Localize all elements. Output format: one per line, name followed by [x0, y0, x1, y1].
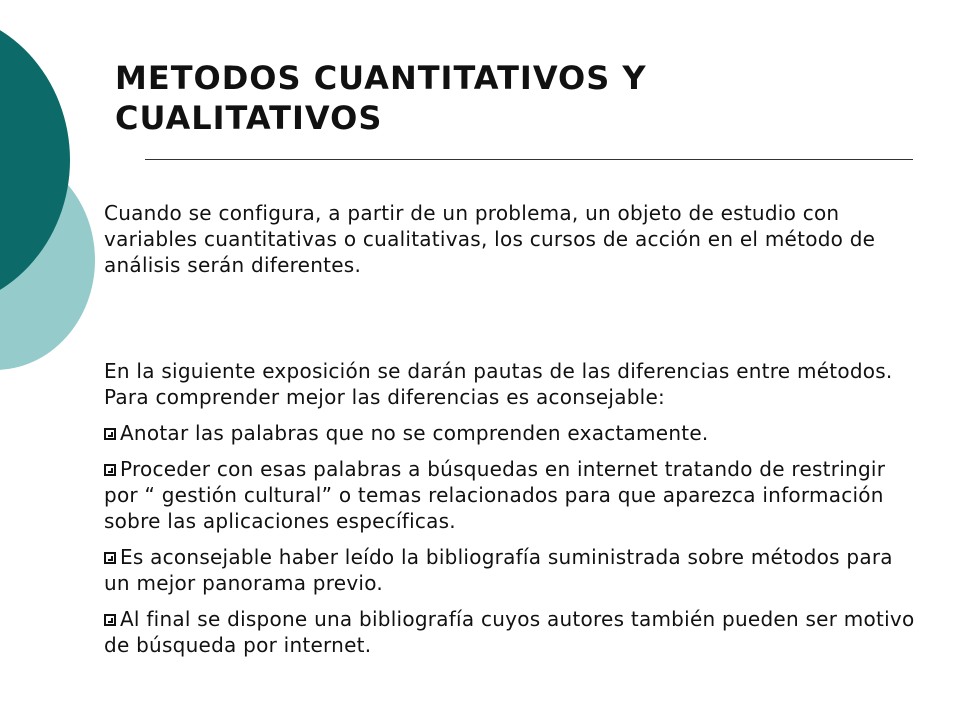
intro-paragraph: Cuando se configura, a partir de un problema, un objeto de estudio con variables cuantitativas o cualitativas, los cursos de acción en el método de análisis serán diferentes.	[104, 201, 876, 277]
bullet-text: Anotar las palabras que no se comprenden exactamente.	[120, 421, 709, 445]
checkbox-square-icon	[104, 552, 116, 564]
checkbox-square-icon	[104, 614, 116, 626]
title-line-2: CUALITATIVOS	[115, 99, 383, 137]
bullet-text: Es aconsejable haber leído la bibliografía suministrada sobre métodos para un mejor panorama previo.	[104, 545, 893, 595]
bullet-item	[104, 456, 924, 534]
bullet-item	[104, 606, 924, 658]
lead-paragraph: En la siguiente exposición se darán pautas de las diferencias entre métodos. Para comprender mejor las diferencias es aconsejable:	[104, 359, 893, 409]
checkbox-square-icon	[104, 428, 116, 440]
content-block	[104, 358, 924, 668]
title-line-1: METODOS CUANTITATIVOS Y	[115, 59, 647, 97]
checkbox-square-icon	[104, 464, 116, 476]
slide-title	[115, 58, 895, 138]
bullet-item	[104, 544, 924, 596]
title-divider	[145, 159, 913, 160]
bullet-text: Al final se dispone una bibliografía cuyos autores también pueden ser motivo de búsqueda por internet.	[104, 607, 915, 657]
bullet-item	[104, 420, 924, 446]
bullet-text: Proceder con esas palabras a búsquedas en internet tratando de restringir por “ gestión cultural” o temas relacionados para que aparezca información sobre las aplicaciones específicas.	[104, 457, 886, 533]
